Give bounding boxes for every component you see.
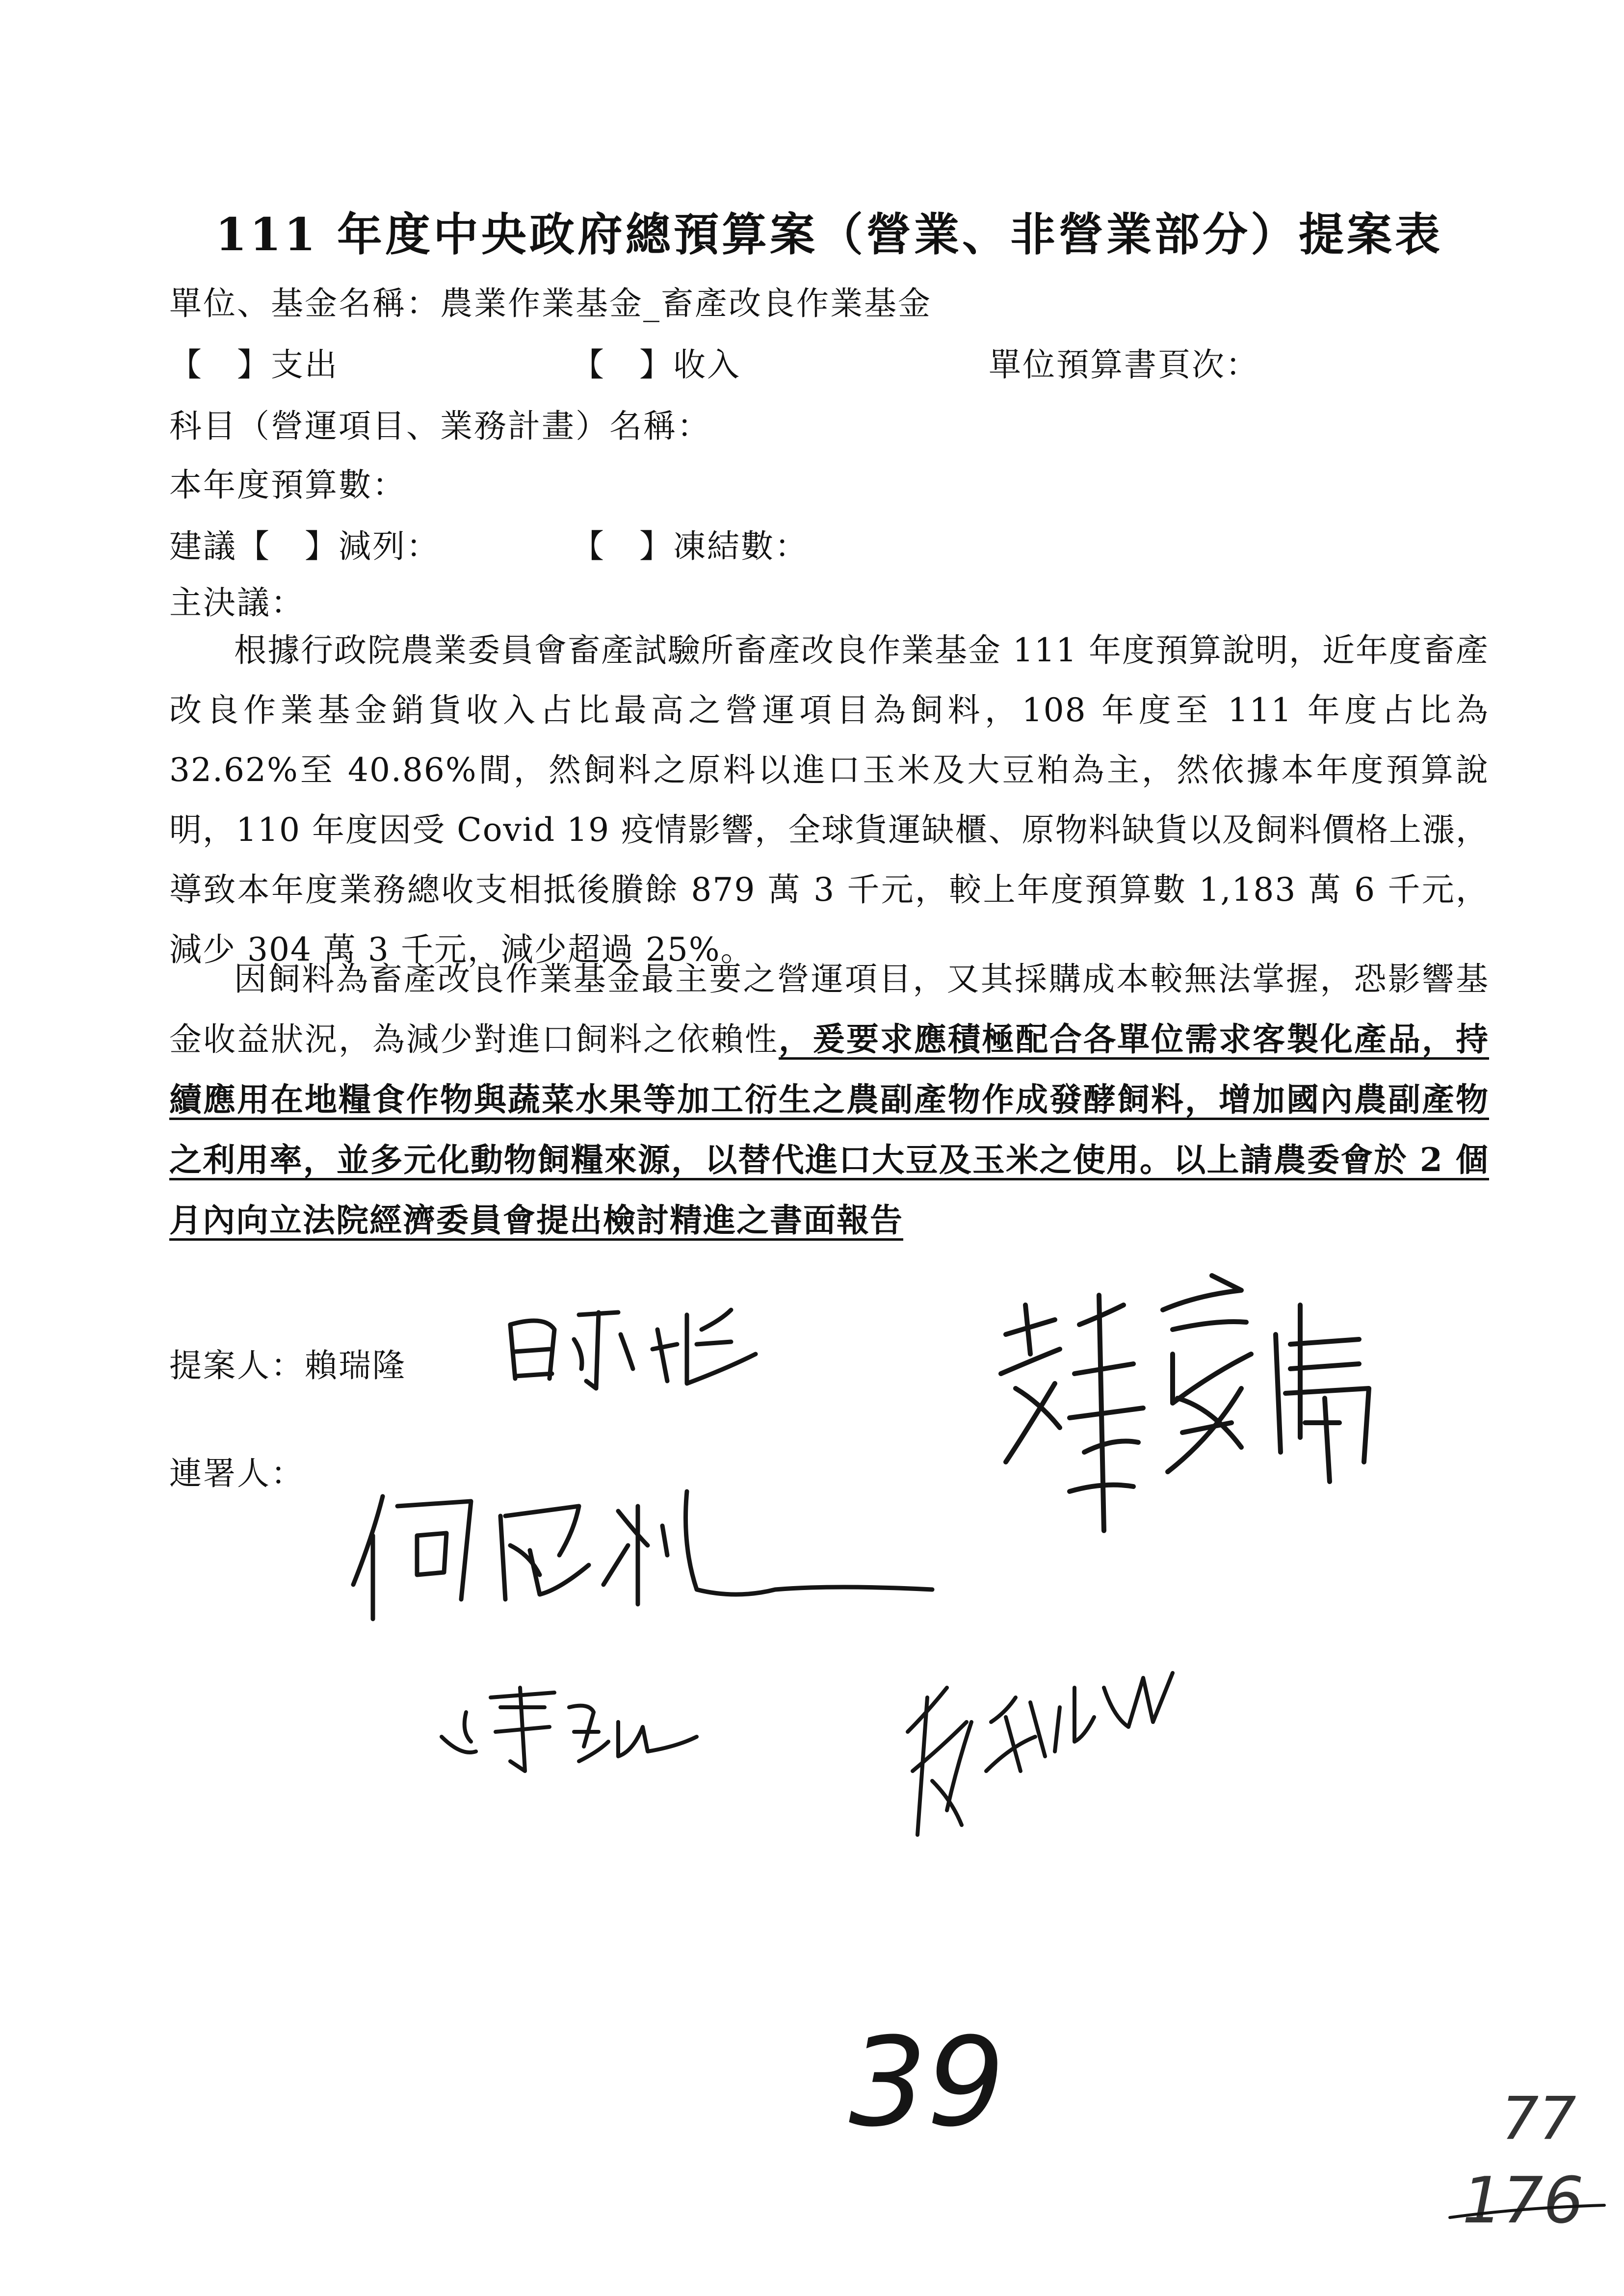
strike-through-mark <box>1447 2198 1609 2229</box>
account-label: 科目（營運項目、業務計畫）名稱： <box>169 407 711 445</box>
cosigner-signature-3 <box>432 1678 707 1778</box>
cosigner-signature-4 <box>898 1658 1202 1856</box>
proposer-row <box>169 1339 406 1386</box>
cosigner-signature-1 <box>986 1276 1388 1552</box>
unit-value: 農業作業基金_畜產改良作業基金 <box>440 285 932 322</box>
income-checkbox: 【 】 <box>572 346 673 384</box>
budget-label: 本年度預算數： <box>169 466 406 504</box>
resolution-paragraph-2 <box>169 949 1489 1251</box>
paragraph-2-emphasis: ，爰要求應積極配合各單位需求客製化產品，持續應用在地糧食作物與蔬菜水果等加工衍生之農副產物作成發酵飼料，增加國內農副產物之利用率，並多元化動物飼糧來源，以替代進口大豆及玉米之使用。以上請農委會於 2 個月內向立法院經濟委員會提出檢討精進之書面報告 <box>169 1020 1489 1239</box>
corner-number-top: 77 <box>1501 2085 1576 2153</box>
proposer-label: 提案人： <box>169 1347 305 1384</box>
unit-row <box>169 277 932 324</box>
freeze-checkbox: 【 】 <box>572 527 673 565</box>
suggestion-prefix: 建議 <box>169 527 237 565</box>
type-row <box>169 339 1494 385</box>
freeze-label: 凍結數： <box>673 527 809 565</box>
cut-checkbox: 【 】 <box>237 527 339 565</box>
proposer-name: 賴瑞隆 <box>305 1347 406 1384</box>
corner-number-bottom: 176 <box>1462 2163 1584 2238</box>
cut-label: 減列： <box>339 527 440 565</box>
page-number: 39 <box>849 2011 1005 2154</box>
page-ref-label: 單位預算書頁次： <box>989 346 1259 384</box>
page-title: 111 年度中央政府總預算案（營業、非營業部分）提案表 <box>215 208 1443 261</box>
expense-checkbox: 【 】 <box>169 346 271 384</box>
cosigner-signature-2 <box>343 1477 942 1636</box>
paragraph-2-plain: 因飼料為畜產改良作業基金最主要之營運項目，又其採購成本較無法掌握，恐影響基金收益狀況，為減少對進口飼料之依賴性 <box>169 960 1489 1058</box>
suggestion-row <box>169 520 1494 567</box>
proposer-signature <box>500 1295 805 1410</box>
unit-label: 單位、基金名稱： <box>169 285 440 322</box>
expense-label: 支出 <box>271 346 339 384</box>
resolution-paragraph-1: 根據行政院農業委員會畜產試驗所畜產改良作業基金 111 年度預算說明，近年度畜產改良作業基金銷貨收入占比最高之營運項目為飼料，108 年度至 111 年度占比為 32.62%至 40.86%間，然飼料之原料以進口玉米及大豆粕為主，然依據本年度預算說明，110 年度因受 Covid 19 疫情影響，全球貨運缺櫃、原物料缺貨以及飼料價格上漲，導致本年度業務總收支相抵後賸餘 879 萬 3 千元，較上年度預算數 1,183 萬 6 千元，減少 304 萬 3 千元，減少超過 25%。 <box>169 631 1489 968</box>
resolution-label: 主決議： <box>169 584 305 622</box>
cosigner-label: 連署人： <box>169 1455 305 1492</box>
income-label: 收入 <box>673 346 741 384</box>
